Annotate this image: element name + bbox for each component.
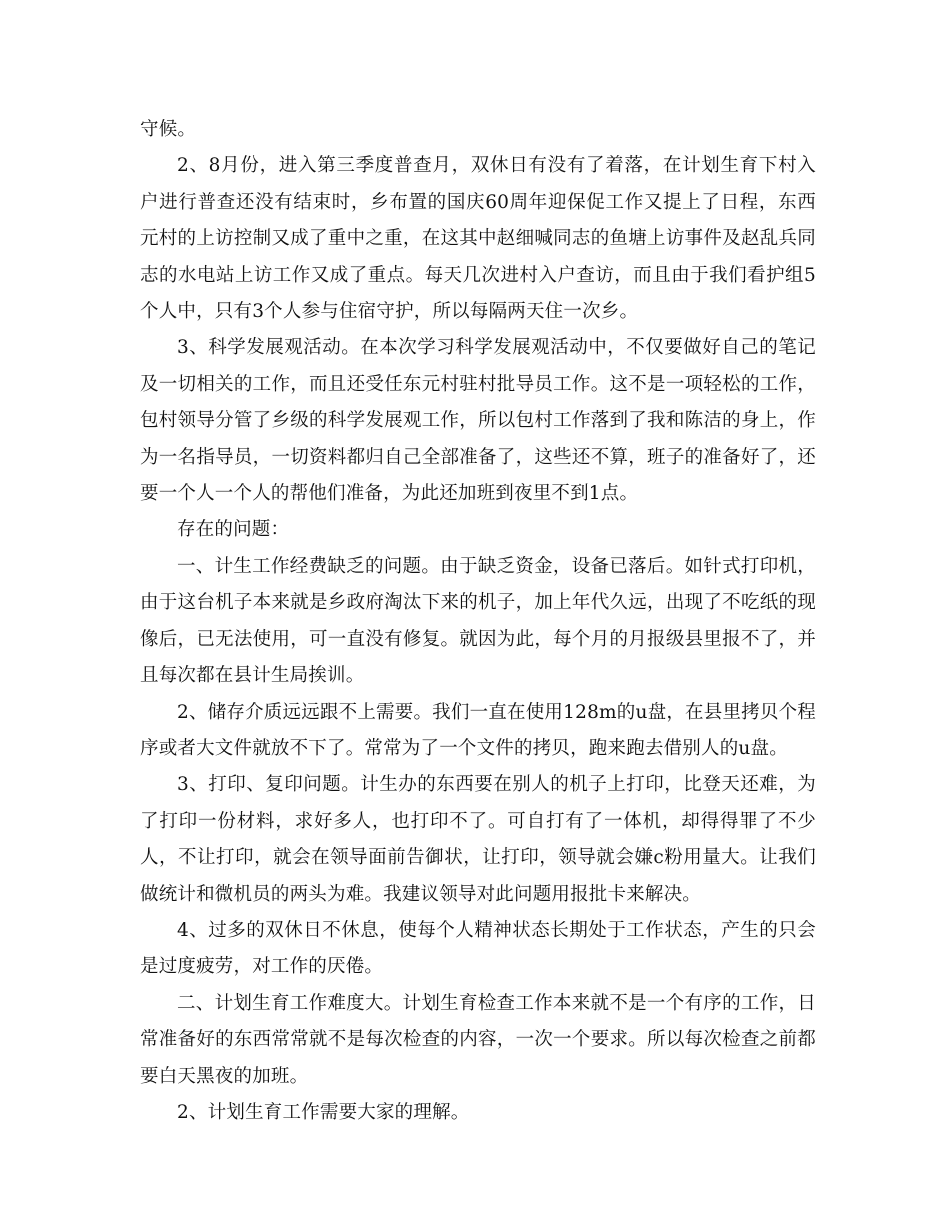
paragraph-printing-problem: 3、打印、复印问题。计生办的东西要在别人的机子上打印，比登天还难，为了打印一份材料，求好多人，也打印不了。可自打有了一体机，却得得罪了不少人，不让打印，就会在领导面前告御状，让打印，领导就会嫌c粉用量大。让我们做统计和微机员的两头为难。我建议领导对此问题用报批卡来解决。 [140, 774, 816, 905]
paragraph-funding-problem: 一、计生工作经费缺乏的问题。由于缺乏资金，设备已落后。如针式打印机，由于这台机子本来就是乡政府淘汰下来的机子，加上年代久远，出现了不吃纸的现像后，已无法使用，可一直没有修复。就因为此，每个月的月报级县里报不了，并且每次都在县计生局挨训。 [140, 555, 816, 687]
document-body [140, 112, 816, 1131]
section-heading-problems: 存在的问题： [177, 519, 290, 541]
paragraph-continuation: 守候。 [140, 119, 197, 140]
paragraph-storage-problem: 2、储存介质远远跟不上需要。我们一直在使用128m的u盘，在县里拷贝个程序或者大文件就放不下了。常常为了一个文件的拷贝，跑来跑去借别人的u盘。 [140, 701, 816, 759]
paragraph-august-census: 2、8月份，进入第三季度普查月，双休日有没有了着落，在计划生育下村入户进行普查还没有结束时，乡布置的国庆60周年迎保促工作又提上了日程，东西元村的上访控制又成了重中之重，在这其中赵细喊同志的鱼塘上访事件及赵乱兵同志的水电站上访工作又成了重点。每天几次进村入户查访，而且由于我们看护组5个人中，只有3个人参与住宿守护，所以每隔两天住一次乡。 [140, 155, 816, 323]
paragraph-weekend-problem: 4、过多的双休日不休息，使每个人精神状态长期处于工作状态，产生的只会是过度疲劳，对工作的厌倦。 [140, 919, 816, 978]
paragraph-understanding: 2、计划生育工作需要大家的理解。 [177, 1101, 470, 1123]
paragraph-difficulty: 二、计划生育工作难度大。计划生育检查工作本来就不是一个有序的工作，日常准备好的东西常常就不是每次检查的内容，一次一个要求。所以每次检查之前都要白天黑夜的加班。 [140, 992, 816, 1087]
paragraph-science-development: 3、科学发展观活动。在本次学习科学发展观活动中，不仅要做好自己的笔记及一切相关的工作，而且还受任东元村驻村批导员工作。这不是一项轻松的工作，包村领导分管了乡级的科学发展观工作，所以包村工作落到了我和陈洁的身上，作为一名指导员，一切资料都归自己全部准备了，这些还不算，班子的准备好了，还要一个人一个人的帮他们准备，为此还加班到夜里不到1点。 [140, 337, 816, 505]
